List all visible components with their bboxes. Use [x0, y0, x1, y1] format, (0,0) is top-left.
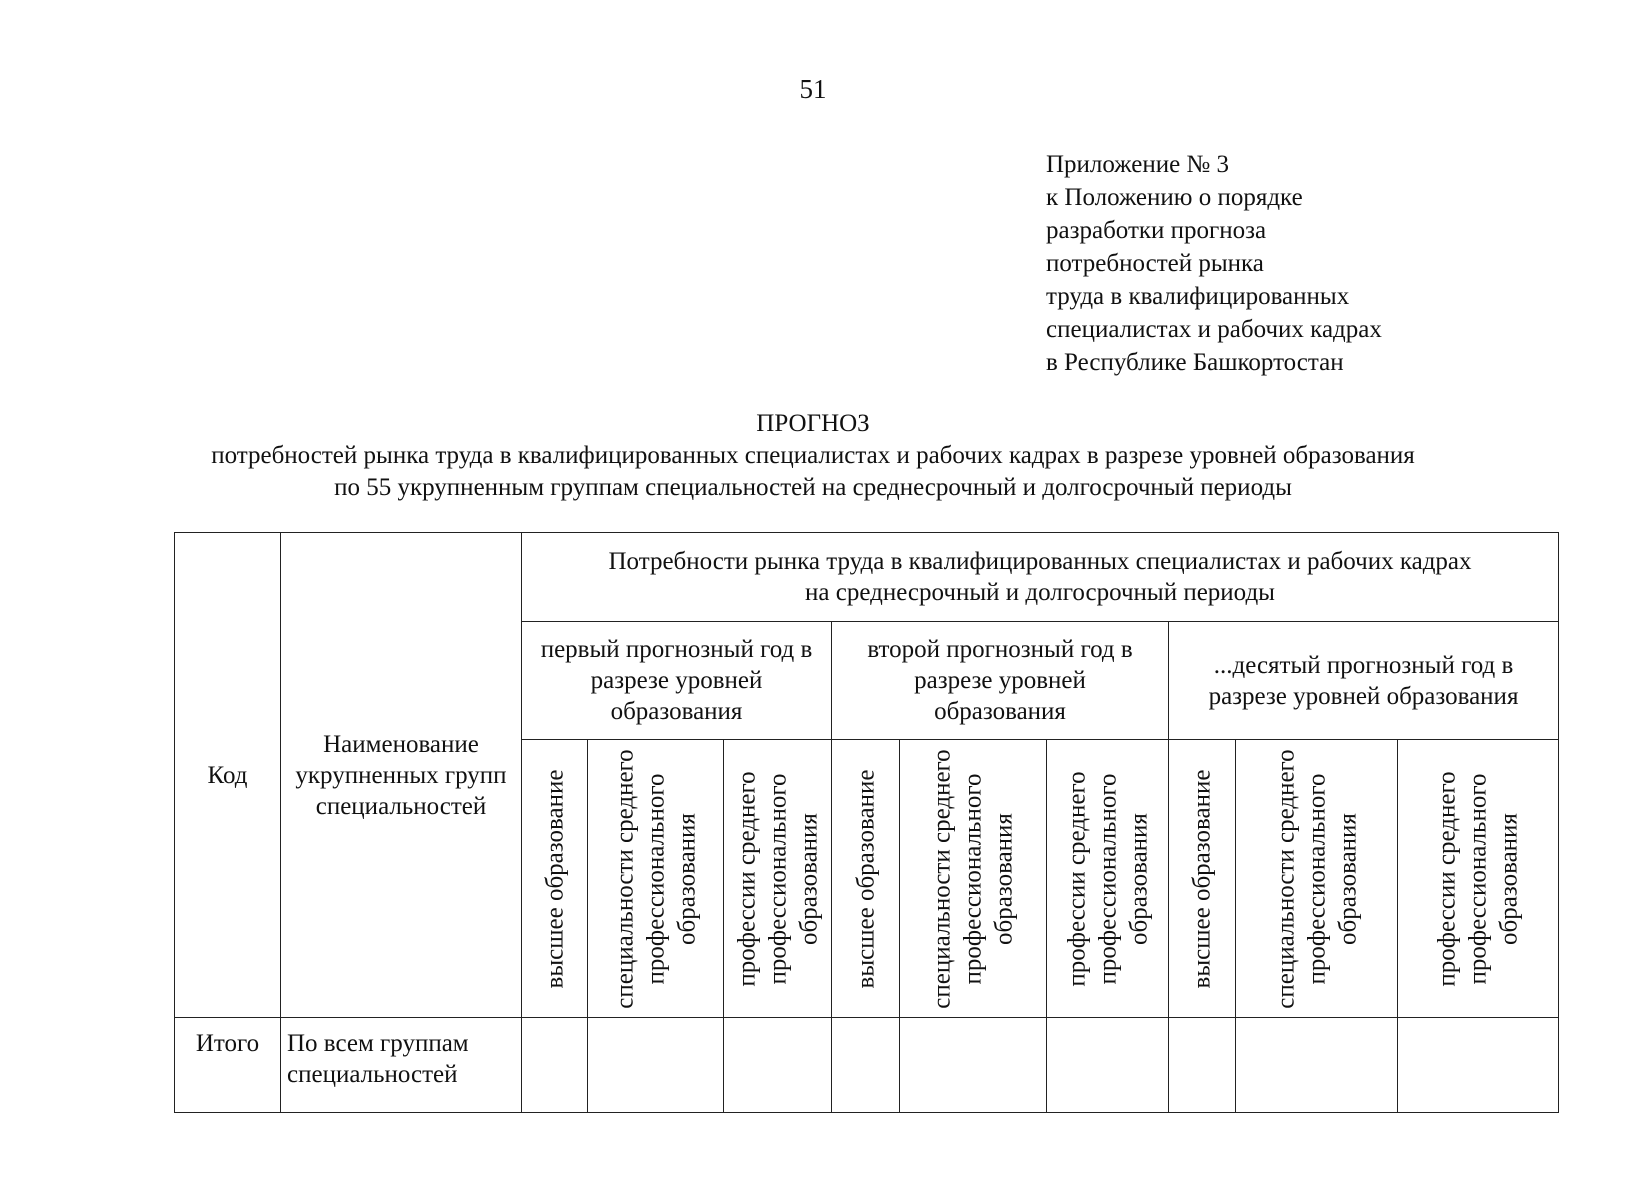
appendix-line: разработки прогноза [1046, 217, 1267, 244]
header-year-1: первый прогнозный год в разрезе уровней образования [522, 622, 832, 740]
level-text: высшее образование [1188, 769, 1216, 988]
header-level-spo-professions [1047, 740, 1169, 1018]
header-level-higher [522, 740, 588, 1018]
title-line: потребностей рынка труда в квалифицированных специалистах и рабочих кадрах в разрезе уровней образования [211, 442, 1415, 469]
table-row [175, 1018, 1559, 1113]
header-level-spo-professions [724, 740, 832, 1018]
appendix-note [1046, 148, 1382, 379]
header-level-spo-specialties [588, 740, 724, 1018]
appendix-line: труда в квалифицированных [1046, 283, 1350, 310]
forecast-table [174, 532, 1559, 1113]
total-name: По всем группам специальностей [281, 1018, 522, 1113]
value-cell [1169, 1018, 1236, 1113]
title-heading: ПРОГНОЗ [756, 410, 870, 437]
level-text: высшее образование [541, 769, 568, 988]
header-year-2: второй прогнозный год в разрезе уровней образования [832, 622, 1169, 740]
header-level-higher [1169, 740, 1236, 1018]
total-code: Итого [175, 1018, 281, 1113]
header-level-higher [832, 740, 900, 1018]
value-cell [588, 1018, 724, 1113]
value-cell [724, 1018, 832, 1113]
header-level-spo-specialties [900, 740, 1047, 1018]
value-cell [522, 1018, 588, 1113]
appendix-line: специалистах и рабочих кадрах [1046, 316, 1382, 343]
value-cell [832, 1018, 900, 1113]
header-needs-line: на среднесрочный и долгосрочный периоды [805, 579, 1275, 606]
document-title [0, 408, 1626, 504]
level-text: специальности среднего профессионального образования [928, 748, 1018, 1009]
header-year-10: ...десятый прогнозный год в разрезе уровней образования [1169, 622, 1559, 740]
value-cell [1236, 1018, 1398, 1113]
level-text: высшее образование [852, 769, 879, 988]
header-needs-line: Потребности рынка труда в квалифицированных специалистах и рабочих кадрах [608, 548, 1472, 575]
appendix-line: потребностей рынка [1046, 250, 1264, 277]
level-text: профессии среднего профессионального образования [1433, 770, 1523, 987]
header-code: Код [175, 533, 281, 1018]
level-text: профессии среднего профессионального образования [733, 770, 822, 987]
header-needs [522, 533, 1559, 622]
level-text: профессии среднего профессионального образования [1063, 770, 1152, 987]
header-level-spo-professions [1398, 740, 1559, 1018]
value-cell [900, 1018, 1047, 1113]
value-cell [1047, 1018, 1169, 1113]
header-level-spo-specialties [1236, 740, 1398, 1018]
page-number: 51 [799, 74, 827, 104]
title-line: по 55 укрупненным группам специальностей на среднесрочный и долгосрочный периоды [334, 474, 1292, 501]
value-cell [1398, 1018, 1559, 1113]
appendix-line: к Положению о порядке [1046, 184, 1303, 211]
appendix-line: Приложение № 3 [1046, 151, 1230, 178]
header-group-name: Наименование укрупненных групп специальностей [281, 533, 522, 1018]
appendix-line: в Республике Башкортостан [1046, 349, 1344, 376]
level-text: специальности среднего профессионального образования [611, 748, 700, 1009]
level-text: специальности среднего профессионального образования [1272, 748, 1361, 1009]
